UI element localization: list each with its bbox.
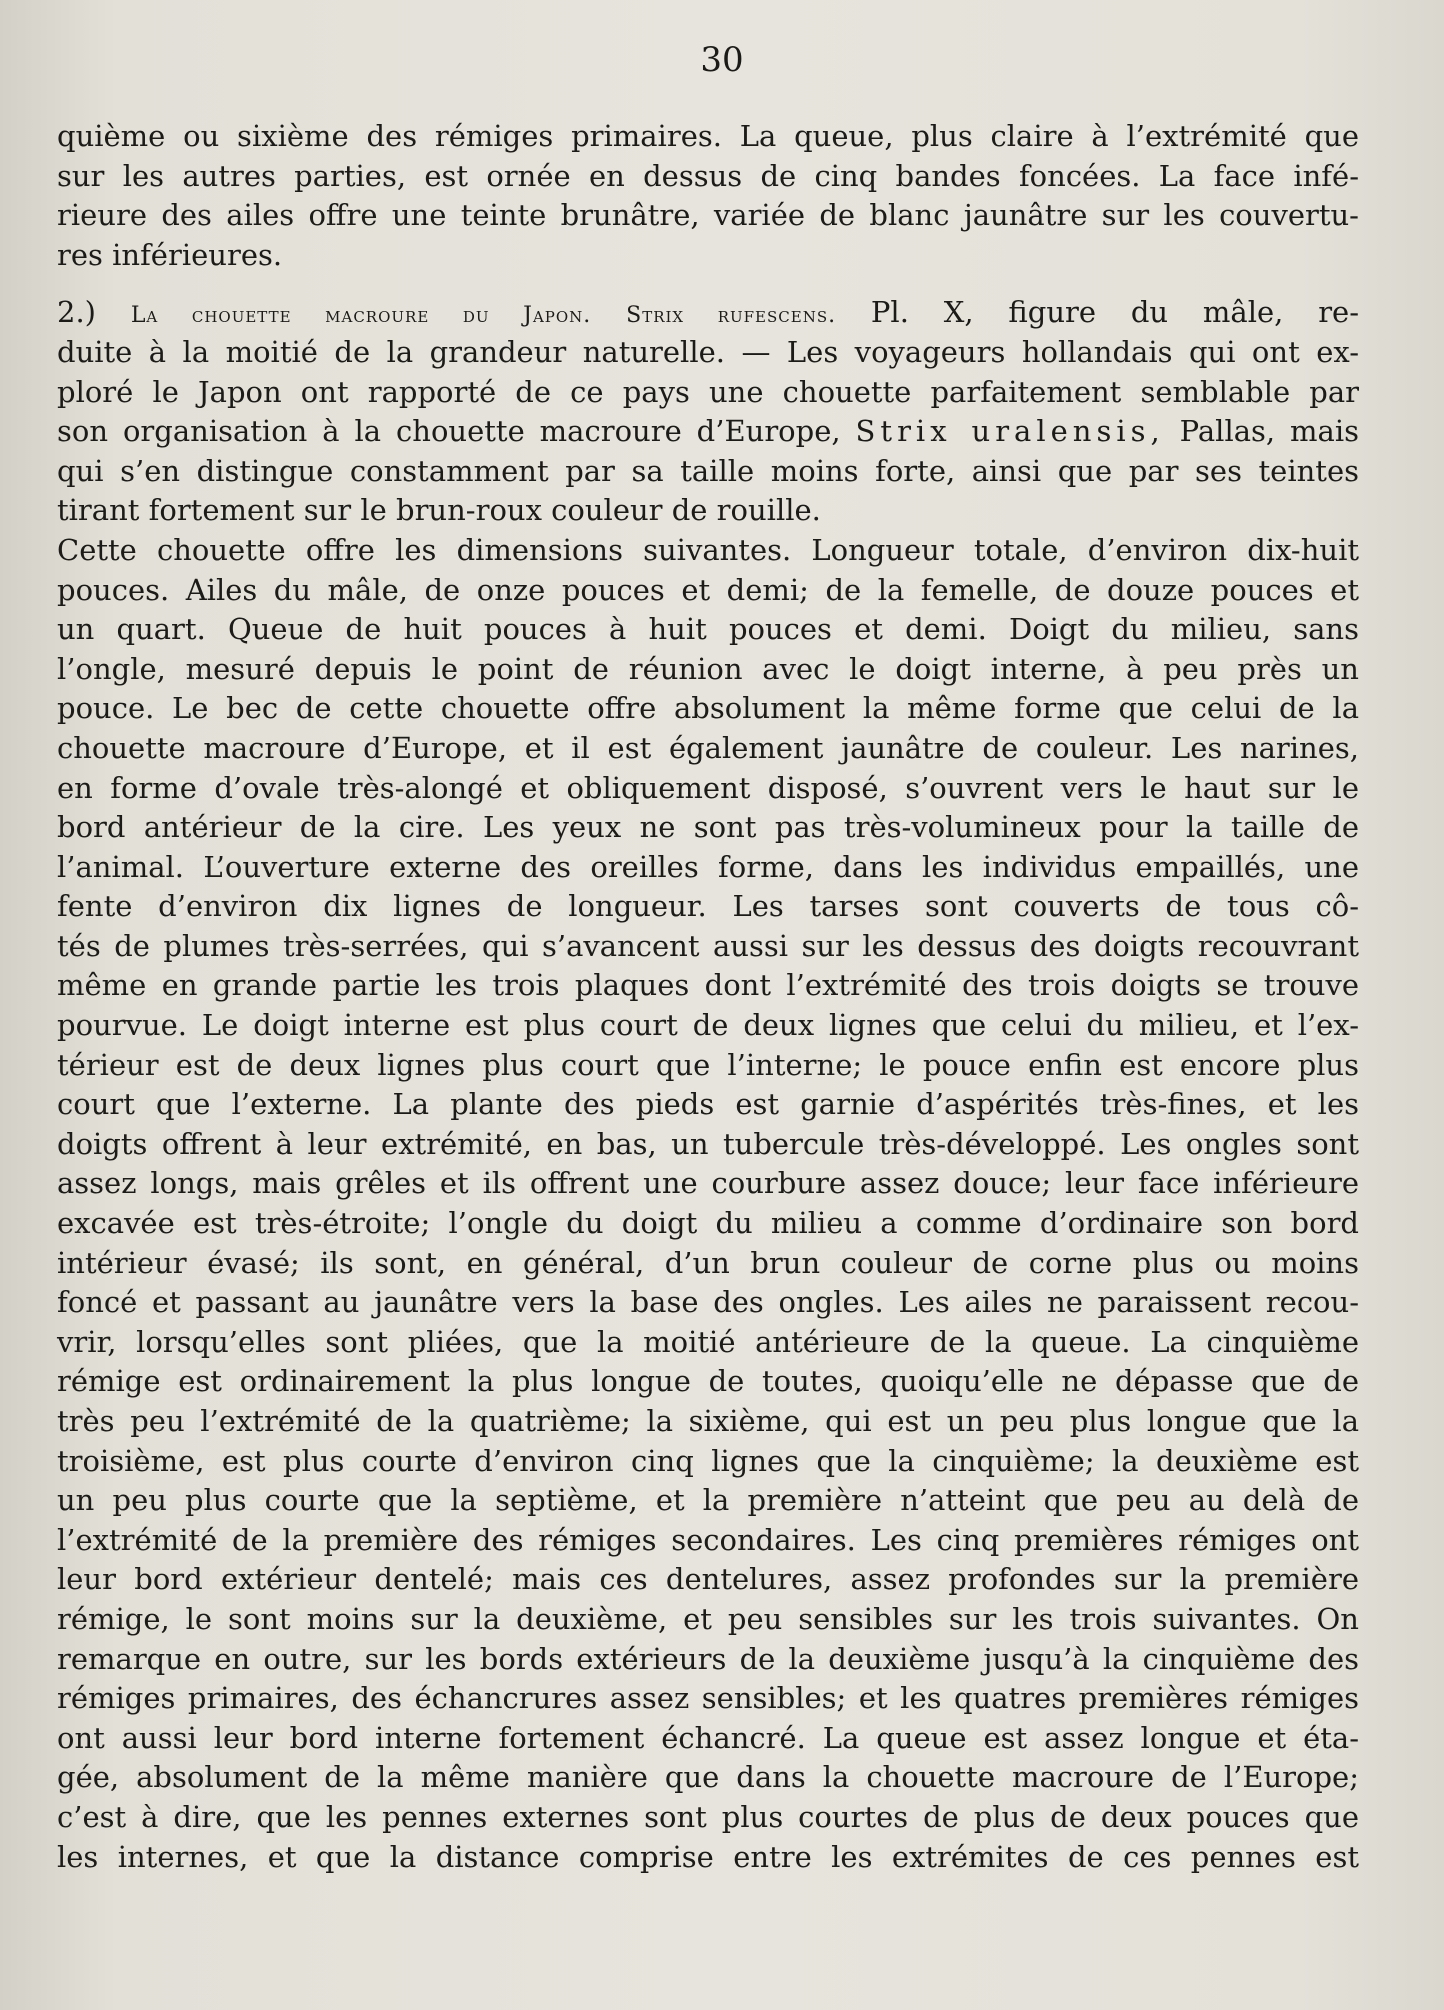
text-line: un peu plus courte que la septième, et la première n’atteint que peu au delà de	[57, 1483, 1359, 1518]
text-line: un quart. Queue de huit pouces à huit pouces et demi. Doigt du milieu, sans	[57, 612, 1359, 647]
text-line: remarque en outre, sur les bords extérieurs de la deuxième jusqu’à la cinquième des	[57, 1641, 1359, 1676]
text-line: troisième, est plus courte d’environ cinq lignes que la cinquième; la deuxième est	[57, 1443, 1359, 1478]
text-line: pourvue. Le doigt interne est plus court de deux lignes que celui du milieu, et l’ex-	[57, 1008, 1359, 1043]
text-line: tés de plumes très-serrées, qui s’avancent aussi sur les dessus des doigts recouvrant	[57, 928, 1359, 963]
text-line: qui s’en distingue constamment par sa taille moins forte, ainsi que par ses teintes	[57, 453, 1359, 488]
page-number: 30	[700, 40, 744, 80]
text-line: court que l’externe. La plante des pieds est garnie d’aspérités très-fines, et les	[57, 1087, 1359, 1122]
text-fragment: son organisation à la chouette macroure d’Europe,	[57, 414, 841, 449]
text-line: tirant fortement sur le brun-roux couleur de rouille.	[57, 493, 821, 528]
species-latin-name: Strix rufescens.	[626, 303, 837, 329]
text-line: Cette chouette offre les dimensions suivantes. Longueur totale, d’environ dix-huit	[57, 532, 1359, 567]
text-line: pouce. Le bec de cette chouette offre absolument la même forme que celui de la	[57, 691, 1359, 726]
species-binomial: Strix uralensis,	[855, 414, 1165, 449]
text-line: excavée est très-étroite; l’ongle du doigt du milieu a comme d’ordinaire son bord	[57, 1206, 1359, 1241]
species-number: 2.)	[57, 295, 96, 330]
text-line: vrir, lorsqu’elles sont pliées, que la moitié antérieure de la queue. La cinquième	[57, 1324, 1359, 1359]
paragraph-3	[57, 531, 1359, 1877]
text-line: assez longs, mais grêles et ils offrent une courbure assez douce; leur face inférieure	[57, 1166, 1359, 1201]
text-line: rémige est ordinairement la plus longue de toutes, quoiqu’elle ne dépasse que de	[57, 1364, 1359, 1399]
text-line: gée, absolument de la même manière que dans la chouette macroure de l’Europe;	[57, 1760, 1359, 1795]
text-line-with-species	[57, 412, 1359, 452]
text-line: foncé et passant au jaunâtre vers la base des ongles. Les ailes ne paraissent recou-	[57, 1285, 1359, 1320]
text-line: en forme d’ovale très-alongé et obliquement disposé, s’ouvrent vers le haut sur le	[57, 770, 1359, 805]
text-line: res inférieures.	[57, 237, 283, 272]
paragraph-1	[57, 117, 1359, 275]
text-fragment: Pallas, mais	[1179, 414, 1360, 449]
text-line: les internes, et que la distance comprise entre les extrémites de ces pennes est	[57, 1839, 1359, 1874]
body-text	[57, 117, 1359, 1877]
paragraph-spacer	[57, 275, 1359, 293]
text-line: quième ou sixième des rémiges primaires. La queue, plus claire à l’extrémité que	[57, 119, 1359, 153]
plate-reference: Pl. X, figure du mâle, re-	[870, 295, 1360, 330]
text-line: très peu l’extrémité de la quatrième; la sixième, qui est un peu plus longue que la	[57, 1404, 1359, 1438]
text-line: l’animal. L’ouverture externe des oreilles forme, dans les individus empaillés, une	[57, 849, 1359, 884]
text-line: l’ongle, mesuré depuis le point de réunion avec le doigt interne, à peu près un	[57, 651, 1359, 686]
text-line: sur les autres parties, est ornée en dessus de cinq bandes foncées. La face infé-	[57, 158, 1359, 193]
text-line: leur bord extérieur dentelé; mais ces dentelures, assez profondes sur la première	[57, 1562, 1359, 1597]
text-line: térieur est de deux lignes plus court que l’interne; le pouce enfin est encore plus	[57, 1047, 1359, 1082]
text-line: rémige, le sont moins sur la deuxième, et peu sensibles sur les trois suivantes. On	[57, 1601, 1359, 1636]
text-line: duite à la moitié de la grandeur naturelle. — Les voyageurs hollandais qui ont ex-	[57, 334, 1359, 369]
text-line: fente d’environ dix lignes de longueur. Les tarses sont couverts de tous cô-	[57, 889, 1359, 924]
text-line: bord antérieur de la cire. Les yeux ne sont pas très-volumineux pour la taille de	[57, 810, 1359, 845]
text-line: ont aussi leur bord interne fortement échancré. La queue est assez longue et éta-	[57, 1720, 1359, 1755]
text-line: ploré le Japon ont rapporté de ce pays une chouette parfaitement semblable par	[57, 374, 1359, 409]
text-line: pouces. Ailes du mâle, de onze pouces et demi; de la femelle, de douze pouces et	[57, 572, 1359, 607]
species-french-name: La chouette macroure du Japon.	[130, 303, 592, 329]
text-line: rieure des ailes offre une teinte brunâtre, variée de blanc jaunâtre sur les couvertu-	[57, 198, 1359, 233]
species-heading-line	[57, 293, 1359, 333]
text-line: c’est à dire, que les pennes externes sont plus courtes de plus de deux pouces que	[57, 1799, 1359, 1834]
text-line: doigts offrent à leur extrémité, en bas, un tubercule très-développé. Les ongles sont	[57, 1126, 1359, 1161]
text-line: intérieur évasé; ils sont, en général, d’un brun couleur de corne plus ou moins	[57, 1245, 1359, 1280]
text-line: rémiges primaires, des échancrures assez sensibles; et les quatres premières rémiges	[57, 1681, 1359, 1716]
text-line: l’extrémité de la première des rémiges secondaires. Les cinq premières rémiges ont	[57, 1522, 1359, 1557]
text-line: même en grande partie les trois plaques dont l’extrémité des trois doigts se trouve	[57, 968, 1359, 1003]
paragraph-2	[57, 293, 1359, 531]
text-line: chouette macroure d’Europe, et il est également jaunâtre de couleur. Les narines,	[57, 730, 1359, 765]
